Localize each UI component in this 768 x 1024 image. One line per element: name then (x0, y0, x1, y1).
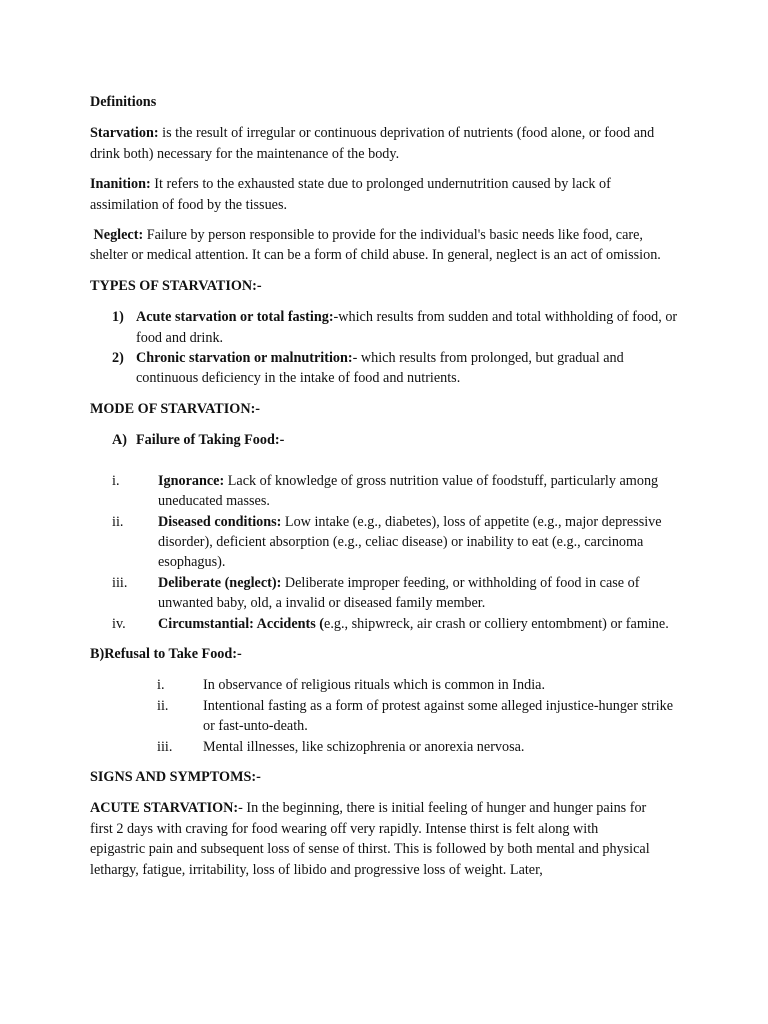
failure-heading-text: Failure of Taking Food:- (136, 432, 285, 449)
document-content (90, 92, 680, 890)
item-text: In observance of religious rituals which is common in India. (203, 677, 545, 694)
list-item (90, 675, 680, 695)
list-marker: 2) (112, 350, 124, 367)
list-item (112, 307, 680, 348)
list-item (90, 696, 680, 737)
list-marker: iii. (112, 574, 128, 591)
item-term: Circumstantial: Accidents ( (158, 615, 325, 632)
list-marker: 1) (112, 309, 124, 326)
definitions-heading: Definitions (90, 94, 157, 110)
item-term: Diseased conditions: (158, 513, 282, 530)
failure-heading (90, 430, 680, 450)
inanition-definition (90, 174, 680, 215)
list-marker: ii. (112, 513, 124, 530)
item-text: Low intake (e.g., diabetes), loss of appetite (e.g., major depressive disorder), deficient absorption (e.g., celiac disease) or inability to eat (e.g., carcinoma esophagus). (158, 513, 662, 571)
acute-starvation-paragraph (90, 798, 650, 880)
list-marker: ii. (157, 697, 169, 714)
type-term: Chronic starvation or malnutrition: (136, 350, 353, 367)
item-term: Deliberate (neglect): (158, 574, 282, 591)
item-text: Mental illnesses, like schizophrenia or anorexia nervosa. (203, 738, 525, 755)
neglect-term: Neglect: (90, 227, 144, 244)
list-item (90, 737, 680, 757)
type-text: -which results from sudden and total withholding of food, or food and drink. (136, 309, 678, 346)
item-text: Intentional fasting as a form of protest against some alleged injustice-hunger strike or fast-unto-death. (203, 697, 674, 735)
item-term: Ignorance: (158, 472, 225, 489)
starvation-text: is the result of irregular or continuous deprivation of nutrients (food alone, or food and drink both) necessary for the maintenance of the body. (90, 125, 655, 162)
list-marker: i. (112, 472, 120, 489)
list-marker: A) (112, 432, 127, 449)
types-list (90, 307, 680, 389)
mode-heading: MODE OF STARVATION:- (90, 400, 261, 417)
failure-list (90, 471, 680, 634)
list-item (90, 512, 680, 573)
list-marker: iii. (157, 738, 173, 755)
type-term: Acute starvation or total fasting: (136, 309, 334, 326)
item-text: e.g., shipwreck, air crash or colliery entombment) or famine. (324, 615, 669, 632)
list-marker: i. (157, 677, 165, 694)
item-text: Lack of knowledge of gross nutrition value of foodstuff, particularly among uneducated masses. (158, 472, 659, 510)
type-text: - which results from prolonged, but gradual and continuous deficiency in the intake of food and nutrients. (136, 350, 624, 387)
refusal-heading: B)Refusal to Take Food:- (90, 645, 242, 662)
acute-starvation-term: ACUTE STARVATION: (90, 800, 239, 817)
starvation-term: Starvation: (90, 125, 159, 142)
list-item (90, 573, 680, 614)
list-item (90, 471, 680, 512)
refusal-list (90, 675, 680, 757)
neglect-definition (90, 225, 680, 266)
list-item (112, 348, 680, 389)
list-item (90, 614, 680, 634)
signs-heading: SIGNS AND SYMPTOMS:- (90, 768, 261, 785)
inanition-term: Inanition: (90, 176, 151, 193)
list-marker: iv. (112, 615, 126, 632)
item-text: Deliberate improper feeding, or withholding of food in case of unwanted baby, old, a invalid or diseased family member. (158, 574, 640, 612)
neglect-text: Failure by person responsible to provide for the individual's basic needs like food, care, shelter or medical attention. It can be a form of child abuse. In general, neglect is an act of omission. (90, 227, 661, 264)
acute-starvation-text: - In the beginning, there is initial feeling of hunger and hunger pains for first 2 days with craving for food wearing off very rapidly. Intense thirst is felt along with epigastric pain and subsequent loss of sense of thirst. This is followed by both mental and physical lethargy, fatigue, irritability, loss of libido and progressive loss of weight. Later, (90, 800, 650, 878)
inanition-text: It refers to the exhausted state due to prolonged undernutrition caused by lack of assimilation of food by the tissues. (90, 176, 611, 213)
starvation-definition (90, 123, 680, 164)
types-heading: TYPES OF STARVATION:- (90, 277, 262, 294)
